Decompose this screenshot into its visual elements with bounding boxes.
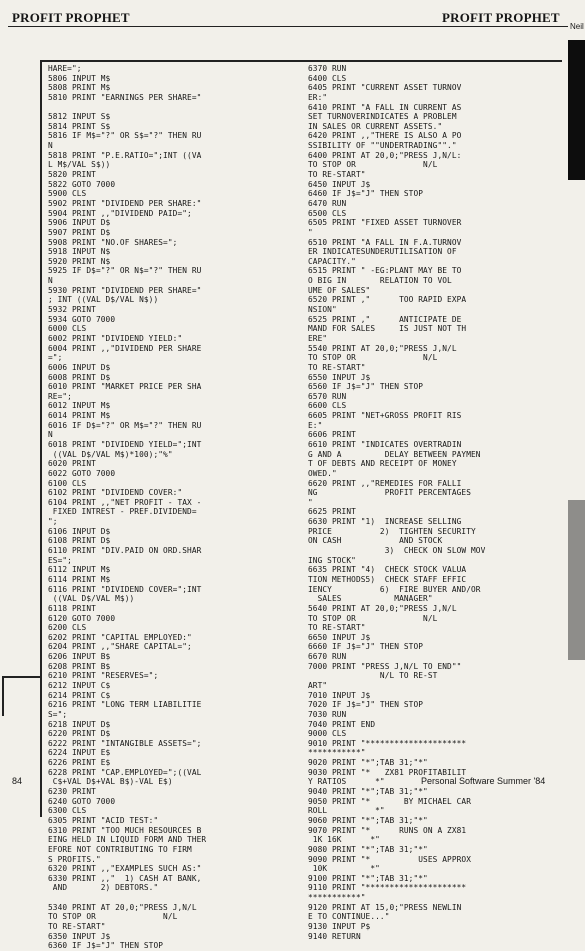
code-line: 5925 IF D$="?" OR N$="?" THEN RU: [48, 266, 202, 276]
code-line: 6104 PRINT ,,"NET PROFIT - TAX -: [48, 497, 202, 507]
code-line: 6004 PRINT ,,"DIVIDEND PER SHARE: [48, 343, 202, 353]
code-line: N: [48, 430, 53, 440]
code-line: 7030 RUN: [308, 709, 347, 719]
code-line: 6515 PRINT " -EG:PLANT MAY BE TO: [308, 266, 462, 276]
code-line: 5918 INPUT N$: [48, 247, 111, 257]
code-line: ***********": [308, 748, 366, 758]
code-line: FIXED INTREST - PREF.DIVIDEND=: [48, 507, 197, 517]
code-line: ROLL *": [308, 806, 385, 816]
code-line: 6206 INPUT B$: [48, 652, 111, 662]
code-line: NSION": [308, 305, 337, 315]
code-line: 9130 INPUT P$: [308, 922, 371, 932]
code-line: 5902 PRINT "DIVIDEND PER SHARE:": [48, 198, 202, 208]
code-line: 9110 PRINT "*********************: [308, 883, 467, 893]
code-line: TO STOP OR N/L: [308, 353, 438, 363]
code-line: 6505 PRINT "FIXED ASSET TURNOVER: [308, 218, 462, 228]
code-line: 6114 PRINT M$: [48, 574, 111, 584]
code-line: 6650 INPUT J$: [308, 632, 371, 642]
code-line: ";: [48, 517, 58, 527]
code-line: 6660 IF J$="J" THEN STOP: [308, 642, 424, 652]
code-line: 10K *": [308, 864, 380, 874]
code-line: 6400 PRINT AT 20,0;"PRESS J,N/L:: [308, 150, 462, 160]
code-line: 6022 GOTO 7000: [48, 468, 116, 478]
code-line: ON CASH AND STOCK: [308, 536, 443, 546]
frame-corner-rule: [2, 676, 42, 678]
code-line: 5930 PRINT "DIVIDEND PER SHARE=": [48, 285, 202, 295]
code-line: S PROFITS.": [48, 854, 101, 864]
code-line: [48, 103, 306, 113]
code-line: 6230 PRINT: [48, 787, 96, 797]
frame-corner-rule-vertical: [2, 676, 4, 716]
listing-column-right: [308, 64, 566, 941]
page-number: 84: [12, 776, 23, 786]
page-running-title-left: PROFIT PROPHET: [12, 10, 130, 25]
code-line: TO STOP OR N/L: [308, 613, 438, 623]
adjacent-page-edge: [568, 40, 585, 180]
code-line: 7000 PRINT "PRESS J,N/L TO END"": [308, 661, 462, 671]
code-line: TO RE-START": [48, 922, 106, 932]
code-line: 5920 PRINT N$: [48, 256, 111, 266]
code-line: 6208 PRINT B$: [48, 661, 111, 671]
code-line: =";: [48, 353, 63, 363]
code-line: 6620 PRINT ,,"REMEDIES FOR FALLI: [308, 478, 462, 488]
code-line: [48, 893, 306, 903]
code-line: PRICE 2) TIGHTEN SECURITY: [308, 526, 476, 536]
code-line: 5822 GOTO 7000: [48, 179, 116, 189]
code-line: C$+VAL D$+VAL B$)-VAL E$): [48, 777, 173, 787]
code-line: 6118 PRINT: [48, 603, 96, 613]
header-rule: [8, 26, 568, 27]
code-line: 5540 PRINT AT 20,0;"PRESS J,N/L: [308, 343, 457, 353]
code-line: 6228 PRINT "CAP.EMPLOYED=";((VAL: [48, 767, 202, 777]
code-line: 5818 PRINT "P.E.RATIO=";INT ((VA: [48, 150, 202, 160]
code-line: 1K 16K *": [308, 835, 380, 845]
code-line: TO STOP OR N/L: [48, 912, 178, 922]
code-line: 6210 PRINT "RESERVES=";: [48, 671, 159, 681]
code-line: ; INT ((VAL D$/VAL N$)): [48, 295, 159, 305]
code-line: 6012 INPUT M$: [48, 401, 111, 411]
code-line: 6670 RUN: [308, 652, 347, 662]
code-line: 6510 PRINT "A FALL IN F.A.TURNOV: [308, 237, 462, 247]
code-line: 6610 PRINT "INDICATES OVERTRADIN: [308, 439, 462, 449]
code-line: 6625 PRINT: [308, 507, 356, 517]
code-line: 6605 PRINT "NET+GROSS PROFIT RIS: [308, 411, 462, 421]
code-line: 5816 IF M$="?" OR S$="?" THEN RU: [48, 131, 202, 141]
code-line: 5904 PRINT ,,"DIVIDEND PAID=";: [48, 208, 192, 218]
code-line: 6470 RUN: [308, 198, 347, 208]
code-line: 9030 PRINT "* ZX81 PROFITABILIT: [308, 767, 467, 777]
code-line: 9020 PRINT "*";TAB 31;"*": [308, 758, 428, 768]
code-line: N/L TO RE-ST: [308, 671, 438, 681]
code-line: ((VAL D$/VAL M$)): [48, 594, 135, 604]
code-line: MAND FOR SALES IS JUST NOT TH: [308, 324, 467, 334]
code-line: 6224 INPUT E$: [48, 748, 111, 758]
code-line: 6108 PRINT D$: [48, 536, 111, 546]
code-line: 6100 CLS: [48, 478, 87, 488]
code-line: 9000 CLS: [308, 729, 347, 739]
code-line: 6550 INPUT J$: [308, 372, 371, 382]
code-line: 5640 PRINT AT 20,0;"PRESS J,N/L: [308, 603, 457, 613]
code-line: 6500 CLS: [308, 208, 347, 218]
code-line: TO STOP OR N/L: [308, 160, 438, 170]
code-line: HARE=";: [48, 64, 82, 73]
code-line: 6204 PRINT ,,"SHARE CAPITAL=";: [48, 642, 192, 652]
listing-column-left: [48, 64, 306, 951]
code-line: 6218 INPUT D$: [48, 719, 111, 729]
code-line: 6212 INPUT C$: [48, 681, 111, 690]
code-line: 6520 PRINT ," TOO RAPID EXPA: [308, 295, 467, 305]
code-line: ERE": [308, 333, 328, 343]
code-line: 6560 IF J$="J" THEN STOP: [308, 382, 424, 392]
code-line: 6220 PRINT D$: [48, 729, 111, 739]
code-line: 6450 INPUT J$: [308, 179, 371, 189]
code-line: 6460 IF J$="J" THEN STOP: [308, 189, 424, 199]
code-line: EING HELD IN LIQUID FORM AND THER: [48, 835, 207, 845]
code-line: 3) CHECK ON SLOW MOV: [308, 546, 486, 556]
code-line: 9120 PRINT AT 15,0;"PRESS NEWLIN: [308, 902, 462, 912]
code-line: IENCY 6) FIRE BUYER AND/OR: [308, 584, 481, 594]
code-line: 9100 PRINT "*";TAB 31;"*": [308, 873, 428, 883]
code-line: 6000 CLS: [48, 324, 87, 334]
code-line: E TO CONTINUE...": [308, 912, 390, 922]
code-line: 6305 PRINT "ACID TEST:": [48, 815, 159, 825]
code-line: 5810 PRINT "EARNINGS PER SHARE=": [48, 92, 202, 102]
code-line: ART": [308, 681, 328, 690]
code-line: 5900 CLS: [48, 189, 87, 199]
code-line: ING STOCK": [308, 555, 356, 565]
code-line: 6360 IF J$="J" THEN STOP: [48, 941, 164, 951]
code-line: 9010 PRINT "*********************: [308, 738, 467, 748]
publication-name: Personal Software Summer '84: [421, 776, 546, 786]
code-line: TO RE-START": [308, 623, 366, 633]
code-line: 6016 IF D$="?" OR M$="?" THEN RU: [48, 420, 202, 430]
code-line: 6120 GOTO 7000: [48, 613, 116, 623]
code-line: 6214 PRINT C$: [48, 690, 111, 700]
code-line: 6405 PRINT "CURRENT ASSET TURNOV: [308, 83, 462, 93]
code-line: 9090 PRINT "* USES APPROX: [308, 854, 471, 864]
code-line: 6102 PRINT "DIVIDEND COVER:": [48, 488, 183, 498]
code-line: UME OF SALES": [308, 285, 371, 295]
code-line: ER:": [308, 92, 328, 102]
code-line: SET TURNOVERINDICATES A PROBLEM: [308, 112, 457, 122]
code-line: IN SALES OR CURRENT ASSETS.": [308, 121, 443, 131]
code-line: 6330 PRINT ,," 1) CASH AT BANK,: [48, 873, 202, 883]
code-line: T OF DEBTS AND RECEIPT OF MONEY: [308, 459, 457, 469]
code-line: S=";: [48, 709, 68, 719]
code-line: ": [308, 497, 313, 507]
code-line: 7010 INPUT J$: [308, 690, 371, 700]
code-line: Y RATIOS *": [308, 777, 385, 787]
code-line: NG PROFIT PERCENTAGES: [308, 488, 471, 498]
code-line: RE=";: [48, 391, 72, 401]
code-line: 6320 PRINT ,,"EXAMPLES SUCH AS:": [48, 864, 202, 874]
code-line: 6106 INPUT D$: [48, 526, 111, 536]
code-line: 5808 PRINT M$: [48, 83, 111, 93]
code-line: TO RE-START": [308, 362, 366, 372]
code-line: E:": [308, 420, 323, 430]
code-line: 6570 RUN: [308, 391, 347, 401]
code-line: ": [308, 227, 313, 237]
code-line: 6606 PRINT: [308, 430, 356, 440]
code-line: 5907 PRINT D$: [48, 227, 111, 237]
code-line: EFORE NOT CONTRIBUTING TO FIRM: [48, 844, 192, 854]
code-line: 5934 GOTO 7000: [48, 314, 116, 324]
code-line: 6216 PRINT "LONG TERM LIABILITIE: [48, 700, 202, 710]
code-line: 6202 PRINT "CAPITAL EMPLOYED:": [48, 632, 192, 642]
code-line: 9080 PRINT "*";TAB 31;"*": [308, 844, 428, 854]
code-line: 6006 INPUT D$: [48, 362, 111, 372]
code-line: TO RE-START": [308, 170, 366, 180]
code-line: N: [48, 276, 53, 286]
code-line: 7020 IF J$="J" THEN STOP: [308, 700, 424, 710]
code-line: 5340 PRINT AT 20,0;"PRESS J,N/L: [48, 902, 197, 912]
code-line: 5820 PRINT: [48, 170, 96, 180]
code-line: 6018 PRINT "DIVIDEND YIELD=";INT: [48, 439, 202, 449]
code-line: 9140 RETURN: [308, 931, 361, 941]
code-line: TION METHODS5) CHECK STAFF EFFIC: [308, 574, 467, 584]
code-line: SSIBILITY OF ""UNDERTRADING"".": [308, 141, 457, 151]
code-line: 6370 RUN: [308, 64, 347, 73]
code-line: 6635 PRINT "4) CHECK STOCK VALUA: [308, 565, 467, 575]
page-running-title-right: PROFIT PROPHET: [442, 10, 560, 25]
code-line: 6525 PRINT ," ANTICIPATE DE: [308, 314, 462, 324]
code-line: ES=";: [48, 555, 72, 565]
code-line: OWED.": [308, 468, 337, 478]
code-line: 5932 PRINT: [48, 305, 96, 315]
code-line: 5806 INPUT M$: [48, 73, 111, 83]
code-line: 6350 INPUT J$: [48, 931, 111, 941]
code-line: 6310 PRINT "TOO MUCH RESOURCES B: [48, 825, 202, 835]
code-line: 6014 PRINT M$: [48, 411, 111, 421]
code-line: 7040 PRINT END: [308, 719, 376, 729]
code-line: 6008 PRINT D$: [48, 372, 111, 382]
code-line: 6300 CLS: [48, 806, 87, 816]
adjacent-page-edge-text: Neil: [570, 22, 584, 31]
code-line: 5812 INPUT S$: [48, 112, 111, 122]
code-line: 6240 GOTO 7000: [48, 796, 116, 806]
code-line: AND 2) DEBTORS.": [48, 883, 159, 893]
code-line: 5906 INPUT D$: [48, 218, 111, 228]
code-line: ((VAL D$/VAL M$)*100);"%": [48, 449, 173, 459]
code-line: 6420 PRINT ,,"THERE IS ALSO A PO: [308, 131, 462, 141]
code-line: G AND A DELAY BETWEEN PAYMEN: [308, 449, 481, 459]
code-line: 6116 PRINT "DIVIDEND COVER=";INT: [48, 584, 202, 594]
code-line: 9070 PRINT "* RUNS ON A ZX81: [308, 825, 467, 835]
code-line: 6222 PRINT "INTANGIBLE ASSETS=";: [48, 738, 202, 748]
adjacent-page-edge-shadow: [568, 500, 585, 660]
code-line: ***********": [308, 893, 366, 903]
code-line: 6020 PRINT: [48, 459, 96, 469]
code-line: 6400 CLS: [308, 73, 347, 83]
code-line: SALES MANAGER": [308, 594, 433, 604]
code-line: 6630 PRINT "1) INCREASE SELLING: [308, 517, 462, 527]
code-line: 5908 PRINT "NO.OF SHARES=";: [48, 237, 178, 247]
code-line: 6110 PRINT "DIV.PAID ON ORD.SHAR: [48, 546, 202, 556]
code-line: 9050 PRINT "* BY MICHAEL CAR: [308, 796, 471, 806]
code-line: 6600 CLS: [308, 401, 347, 411]
code-line: 6410 PRINT "A FALL IN CURRENT AS: [308, 102, 462, 112]
code-line: CAPACITY.": [308, 256, 356, 266]
code-line: ER INDICATESUNDERUTILISATION OF: [308, 247, 457, 257]
code-line: 6226 PRINT E$: [48, 758, 111, 768]
code-line: 6002 PRINT "DIVIDEND YIELD:": [48, 333, 183, 343]
code-line: N: [48, 141, 53, 151]
code-line: O BIG IN RELATION TO VOL: [308, 276, 452, 286]
code-line: 6010 PRINT "MARKET PRICE PER SHA: [48, 382, 202, 392]
code-line: 6200 CLS: [48, 623, 87, 633]
code-line: 5814 PRINT S$: [48, 121, 111, 131]
code-line: L M$/VAL S$)): [48, 160, 111, 170]
code-line: 9040 PRINT "*";TAB 31;"*": [308, 787, 428, 797]
code-line: 9060 PRINT "*";TAB 31;"*": [308, 815, 428, 825]
code-line: 6112 INPUT M$: [48, 565, 111, 575]
